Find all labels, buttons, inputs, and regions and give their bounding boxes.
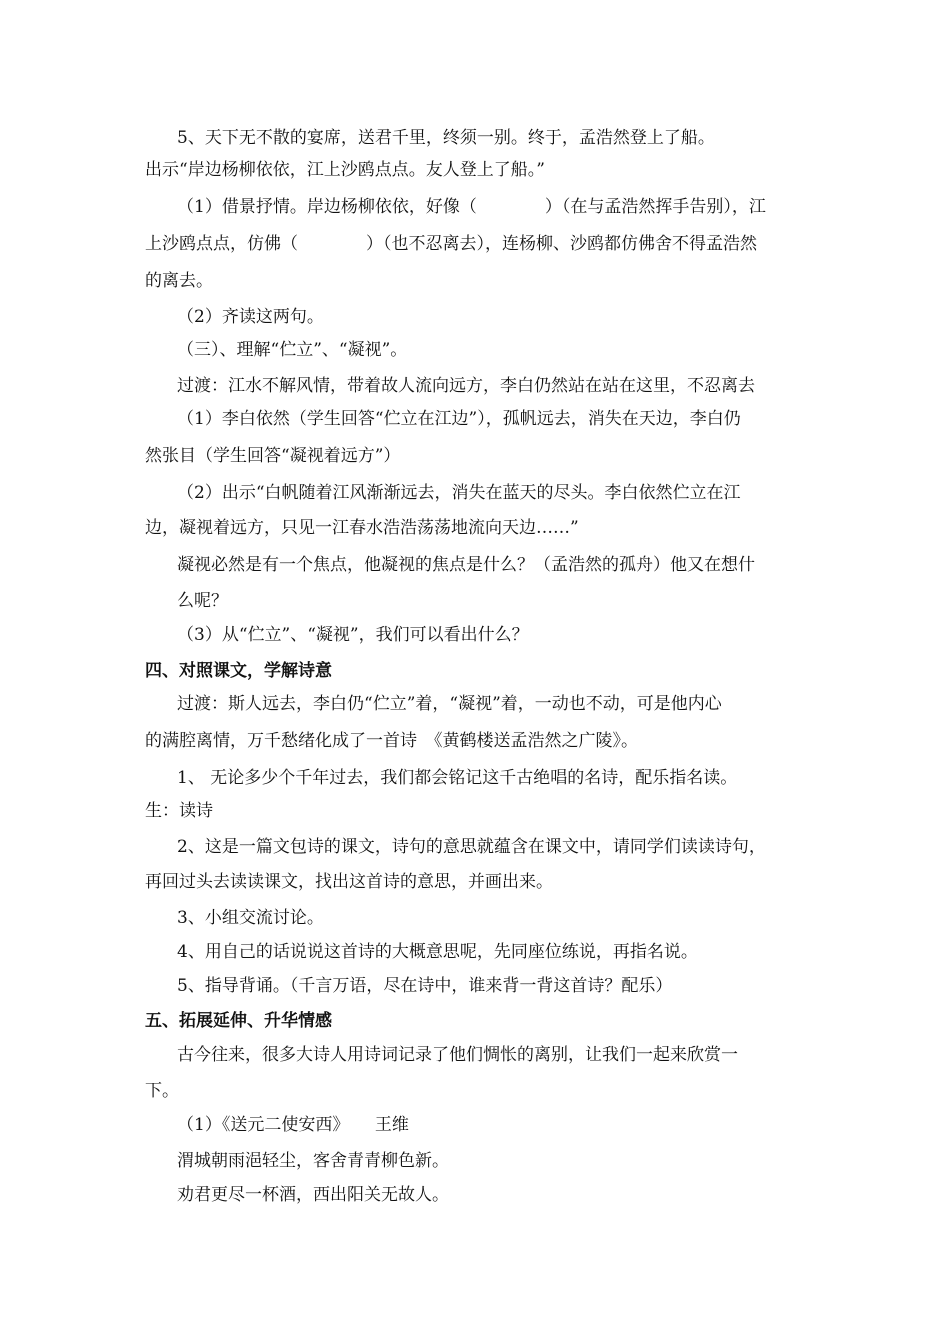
text-line: （2）齐读这两句。 [177,307,324,327]
text-line: （3）从“伫立”、“凝视”，我们可以看出什么？ [177,625,529,645]
text-line: 2、这是一篇文包诗的课文，诗句的意思就蕴含在课文中，请同学们读读诗句， [177,837,766,857]
text-line: （1）借景抒情。岸边杨柳依依，好像（ ）（在与孟浩然挥手告别），江 [177,197,766,217]
text-line: （三）、理解“伫立”、“凝视”。 [177,340,408,360]
text-line: 上沙鸥点点，仿佛（ ）（也不忍离去），连杨柳、沙鸥都仿佛舍不得孟浩然 [145,234,757,254]
text-line: 过渡：斯人远去，李白仍“伫立”着，“凝视”着，一动也不动，可是他内心 [177,694,722,714]
text-line: 劝君更尽一杯酒，西出阳关无故人。 [177,1185,449,1205]
text-line: 1、 无论多少个千年过去，我们都会铭记这千古绝唱的名诗，配乐指名读。 [177,768,738,788]
text-line: 4、用自己的话说说这首诗的大概意思呢，先同座位练说，再指名说。 [177,942,698,962]
text-line: （1）李白依然（学生回答“伫立在江边”），孤帆远去，消失在天边，李白仍 [177,409,741,429]
text-line: 然张目（学生回答“凝视着远方”） [145,446,401,466]
text-line: 生：读诗 [145,801,213,821]
text-line: （1）《送元二使安西》 王维 [177,1115,409,1135]
section-heading: 五、拓展延伸、升华情感 [145,1011,332,1031]
text-line: 的离去。 [145,271,213,291]
text-line: 过渡：江水不解风情，带着故人流向远方，李白仍然站在站在这里，不忍离去 [177,376,755,396]
text-line: 5、天下无不散的宴席，送君千里，终须一别。终于，孟浩然登上了船。 [177,128,715,148]
text-line: 么呢？ [177,591,228,611]
text-line: 5、指导背诵。（千言万语，尽在诗中，谁来背一背这首诗？配乐） [177,976,673,996]
section-heading: 四、对照课文，学解诗意 [145,661,332,681]
text-line: （2）出示“白帆随着江风渐渐远去，消失在蓝天的尽头。李白依然伫立在江 [177,483,741,503]
text-line: 的满腔离情，万千愁绪化成了一首诗 《黄鹤楼送孟浩然之广陵》。 [145,731,638,751]
text-line: 古今往来，很多大诗人用诗词记录了他们惆怅的离别，让我们一起来欣赏一 [177,1045,738,1065]
text-line: 下。 [145,1081,179,1101]
text-line: 渭城朝雨浥轻尘，客舍青青柳色新。 [177,1151,449,1171]
text-line: 凝视必然是有一个焦点，他凝视的焦点是什么？（孟浩然的孤舟）他又在想什 [177,555,755,575]
text-line: 再回过头去读读课文，找出这首诗的意思，并画出来。 [145,872,553,892]
text-line: 3、小组交流讨论。 [177,908,324,928]
text-line: 边，凝视着远方，只见一江春水浩浩荡荡地流向天边……” [145,518,579,538]
text-line: 出示“岸边杨柳依依，江上沙鸥点点。友人登上了船。” [145,160,545,180]
